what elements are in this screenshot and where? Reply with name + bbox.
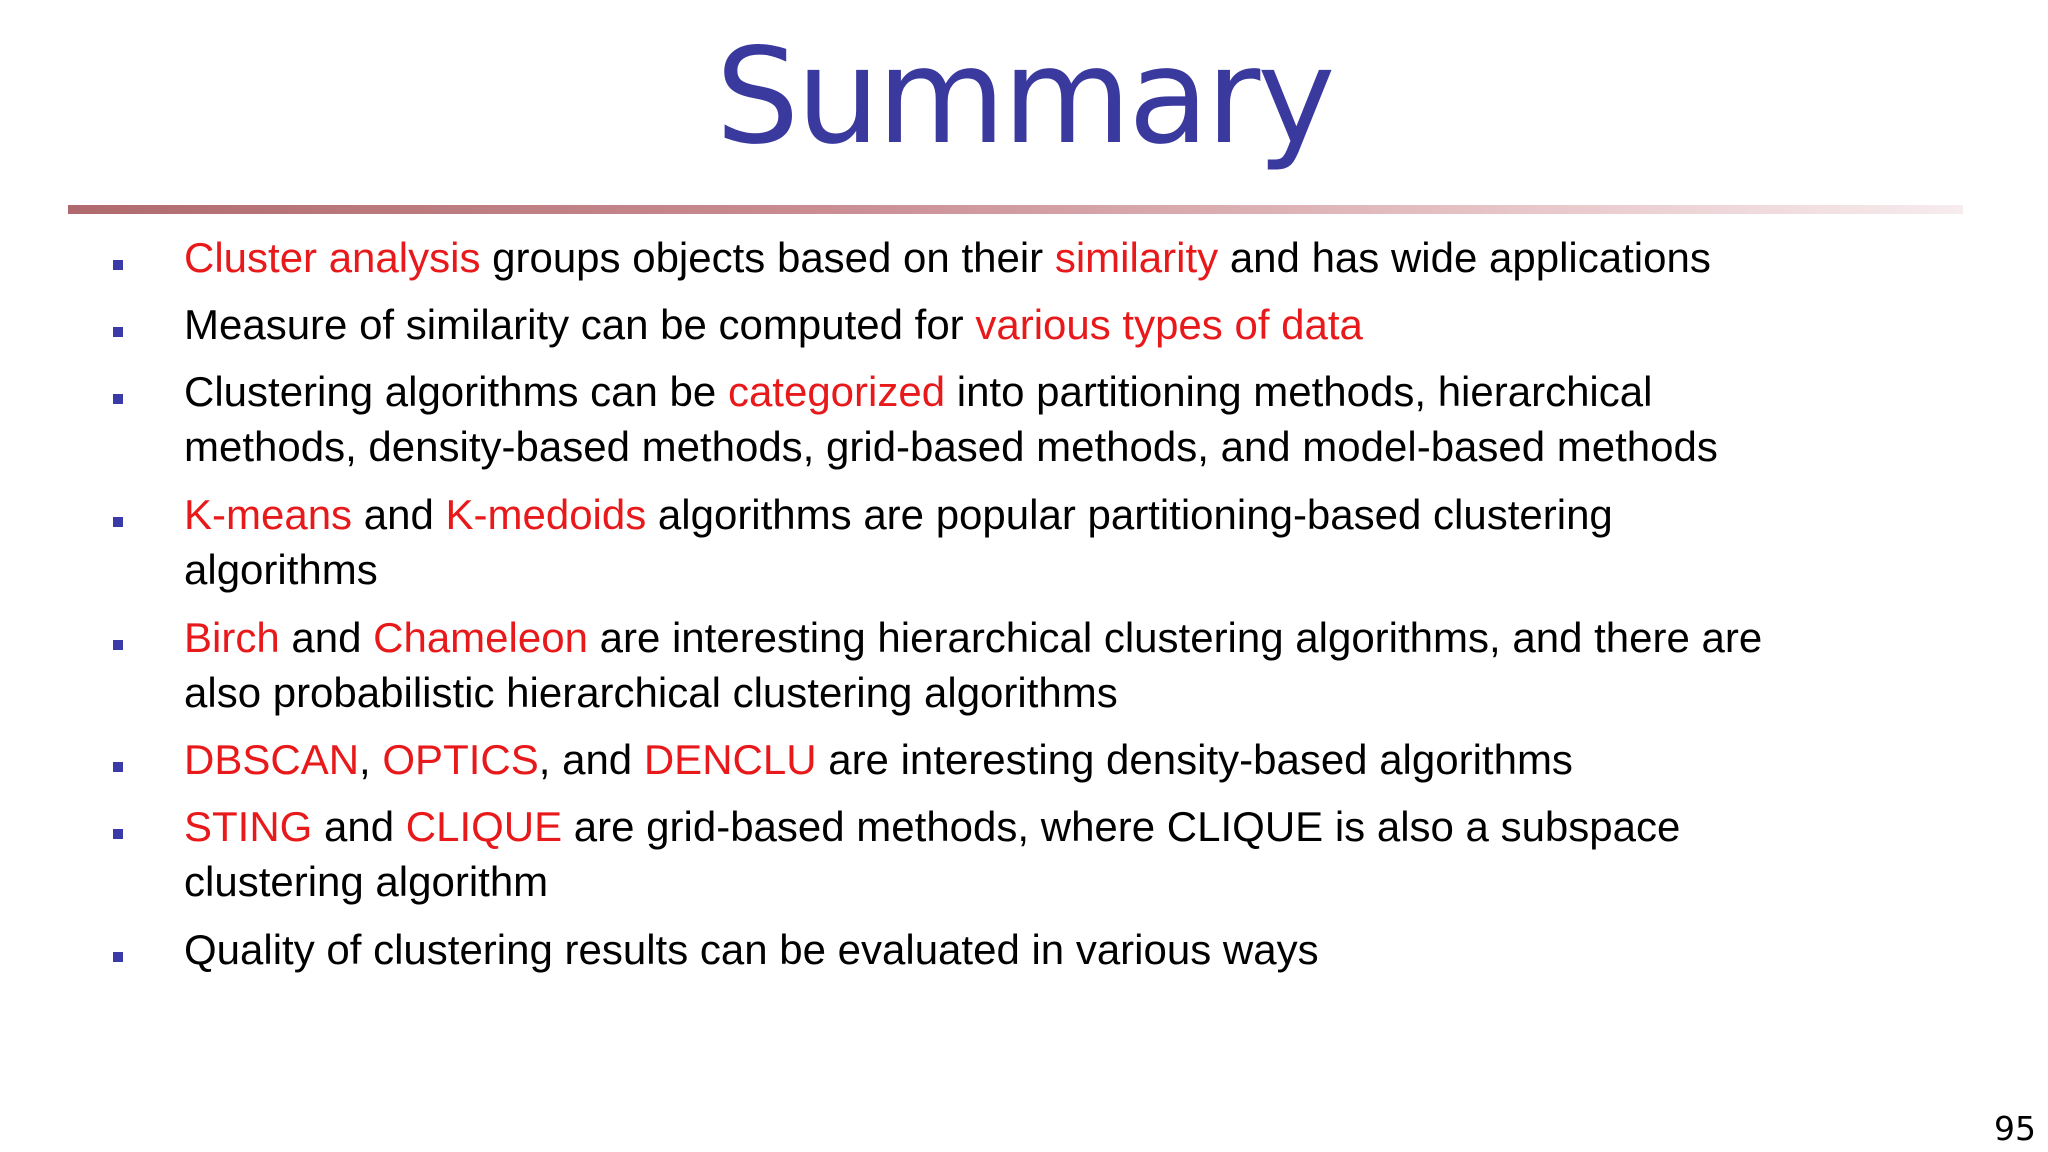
bullet-text: [184, 487, 1944, 542]
bullet-text-segment: ,: [359, 736, 383, 783]
bullet-text: [184, 230, 1944, 285]
bullet-text: [184, 364, 1944, 419]
bullet-text-continuation: also probabilistic hierarchical clustering algorithms: [184, 669, 1118, 716]
bullet-text: [184, 799, 1944, 854]
bullet-text: [184, 610, 1944, 665]
highlighted-term: DBSCAN: [184, 736, 360, 783]
highlighted-term: DENCLU: [643, 736, 817, 783]
bullet-marker-icon: [113, 762, 123, 772]
highlighted-term: Chameleon: [373, 614, 588, 661]
title-divider: [68, 205, 1963, 214]
highlighted-term: Cluster analysis: [184, 234, 481, 281]
highlighted-term: CLIQUE: [405, 803, 563, 850]
highlighted-term: STING: [184, 803, 313, 850]
bullet-text: [184, 297, 1944, 352]
bullet-text-segment: Quality of clustering results can be evaluated in various ways: [184, 926, 1319, 973]
bullet-text-segment: are grid-based methods, where CLIQUE is also a subspace: [562, 803, 1681, 850]
bullet-text-segment: and: [279, 614, 374, 661]
bullet-text-continuation: clustering algorithm: [184, 858, 549, 905]
highlighted-term: similarity: [1054, 234, 1219, 281]
highlighted-term: various types of data: [975, 301, 1363, 348]
bullet-marker-icon: [113, 394, 123, 404]
bullet-text: [184, 922, 1944, 977]
highlighted-term: categorized: [727, 368, 946, 415]
bullet-text-segment: and: [312, 803, 406, 850]
bullet-text: [184, 732, 1944, 787]
bullet-marker-icon: [113, 517, 123, 527]
bullet-text-segment: are interesting density-based algorithms: [816, 736, 1573, 783]
slide-title: Summary: [715, 20, 1333, 174]
bullet-text-segment: algorithms are popular partitioning-based clustering: [646, 491, 1613, 538]
bullet-text-segment: and: [352, 491, 446, 538]
bullet-marker-icon: [113, 260, 123, 270]
bullet-marker-icon: [113, 327, 123, 337]
bullet-marker-icon: [113, 640, 123, 650]
bullet-text-segment: , and: [538, 736, 644, 783]
bullet-text-segment: into partitioning methods, hierarchical: [945, 368, 1653, 415]
bullet-text-segment: are interesting hierarchical clustering algorithms, and there are: [587, 614, 1763, 661]
highlighted-term: K-medoids: [445, 491, 647, 538]
bullet-text-continuation: algorithms: [184, 546, 378, 593]
bullet-text-segment: groups objects based on their: [480, 234, 1055, 281]
page-number: 95: [1994, 1109, 2036, 1148]
highlighted-term: K-means: [184, 491, 353, 538]
highlighted-term: OPTICS: [382, 736, 539, 783]
bullet-text-segment: Measure of similarity can be computed for: [184, 301, 976, 348]
highlighted-term: Birch: [184, 614, 280, 661]
bullet-marker-icon: [113, 952, 123, 962]
bullet-text-continuation: methods, density-based methods, grid-based methods, and model-based methods: [184, 423, 1718, 470]
bullet-marker-icon: [113, 829, 123, 839]
bullet-text-segment: Clustering algorithms can be: [184, 368, 728, 415]
bullet-text-segment: and has wide applications: [1218, 234, 1711, 281]
